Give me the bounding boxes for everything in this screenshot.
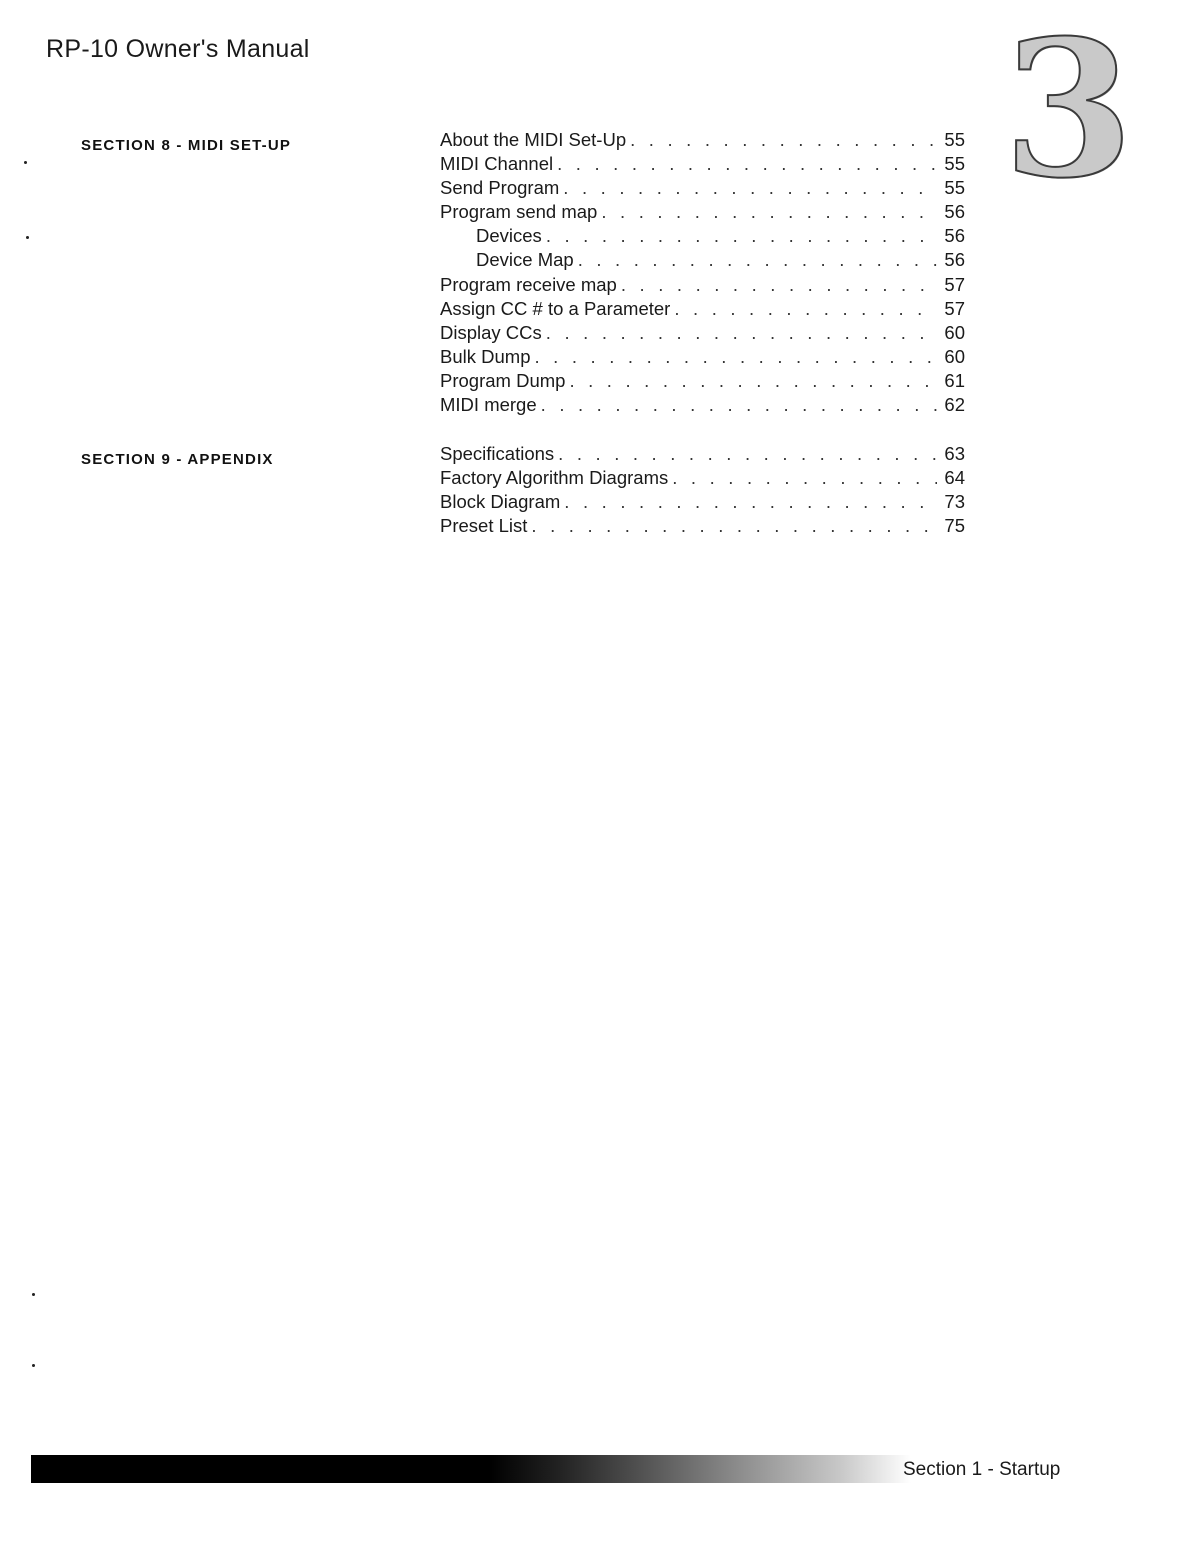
- toc-entry-page: 55: [944, 177, 965, 199]
- toc-leader-dots: [630, 129, 937, 151]
- toc-entry-label: Devices: [476, 225, 542, 247]
- toc-entry-label: Assign CC # to a Parameter: [440, 297, 671, 319]
- toc-list: [440, 443, 965, 539]
- toc-entry[interactable]: [440, 515, 965, 539]
- toc-leader-dots: [557, 153, 937, 175]
- toc-leader-dots: [546, 322, 937, 344]
- toc-entry[interactable]: [440, 370, 965, 394]
- toc-leader-dots: [541, 394, 937, 416]
- footer-bar: [31, 1455, 911, 1483]
- toc-entry[interactable]: [440, 443, 965, 467]
- toc-entry[interactable]: [440, 298, 965, 322]
- toc-entry-page: 57: [944, 273, 965, 295]
- toc-entry-page: 56: [944, 225, 965, 247]
- scan-speck: [32, 1364, 35, 1367]
- chapter-number: 3: [1003, 0, 1134, 220]
- toc-entry[interactable]: [440, 322, 965, 346]
- section-heading: SECTION 9 - APPENDIX: [81, 451, 274, 468]
- toc-leader-dots: [601, 201, 937, 223]
- toc-entry-page: 56: [944, 249, 965, 271]
- toc-entry-label: About the MIDI Set-Up: [440, 129, 627, 150]
- toc-entry[interactable]: [440, 394, 965, 418]
- toc-entry-label: Send Program: [440, 177, 560, 199]
- toc-entry-label: Specifications: [440, 443, 555, 464]
- toc-entry-label: Program Dump: [440, 369, 566, 391]
- toc-leader-dots: [569, 370, 937, 392]
- toc-leader-dots: [546, 225, 937, 247]
- page-title: RP-10 Owner's Manual: [46, 35, 310, 63]
- toc-leader-dots: [672, 467, 937, 489]
- toc-entry[interactable]: [440, 177, 965, 201]
- scan-speck: [24, 161, 27, 164]
- toc-list: [440, 129, 965, 418]
- toc-entry[interactable]: [440, 201, 965, 225]
- toc-entry-page: 55: [944, 153, 965, 175]
- toc-entry-page: 63: [944, 443, 965, 464]
- toc-entry-label: Program send map: [440, 201, 598, 223]
- toc-entry-page: 62: [944, 394, 965, 416]
- toc-entry-page: 60: [944, 345, 965, 367]
- toc-entry[interactable]: [440, 467, 965, 491]
- toc-leader-dots: [558, 443, 937, 465]
- toc-entry-sub[interactable]: [440, 225, 965, 249]
- toc-leader-dots: [578, 249, 937, 271]
- toc-entry-page: 73: [944, 491, 965, 513]
- toc-entry-label: Display CCs: [440, 321, 542, 343]
- toc-entry-label: Factory Algorithm Diagrams: [440, 467, 669, 489]
- toc-entry-page: 64: [944, 467, 965, 489]
- toc-leader-dots: [621, 274, 937, 296]
- toc-entry-page: 57: [944, 297, 965, 319]
- scan-speck: [32, 1293, 35, 1296]
- toc-entry-label: Device Map: [476, 249, 574, 271]
- toc-entry-label: Bulk Dump: [440, 345, 531, 367]
- toc-entry-label: Program receive map: [440, 273, 617, 295]
- toc-leader-dots: [563, 177, 937, 199]
- toc-entry-page: 56: [944, 201, 965, 223]
- toc-entry-label: MIDI Channel: [440, 153, 554, 175]
- toc-entry-label: MIDI merge: [440, 394, 537, 416]
- toc-entry-page: 60: [944, 321, 965, 343]
- toc-entry-page: 75: [944, 515, 965, 537]
- toc-entry[interactable]: [440, 491, 965, 515]
- toc-entry-label: Block Diagram: [440, 491, 561, 513]
- toc-entry[interactable]: [440, 346, 965, 370]
- footer-section-label: Section 1 - Startup: [903, 1459, 1061, 1480]
- toc-entry[interactable]: [440, 153, 965, 177]
- toc-leader-dots: [674, 298, 937, 320]
- section-heading: SECTION 8 - MIDI SET-UP: [81, 137, 292, 154]
- scan-speck: [26, 236, 29, 239]
- toc-leader-dots: [564, 491, 937, 513]
- toc-entry-sub[interactable]: [440, 249, 965, 273]
- toc-entry[interactable]: [440, 274, 965, 298]
- toc-entry[interactable]: [440, 129, 965, 153]
- toc-entry-page: 55: [944, 129, 965, 150]
- toc-leader-dots: [534, 346, 937, 368]
- toc-leader-dots: [531, 515, 937, 537]
- toc-entry-page: 61: [944, 369, 965, 391]
- toc-entry-label: Preset List: [440, 515, 528, 537]
